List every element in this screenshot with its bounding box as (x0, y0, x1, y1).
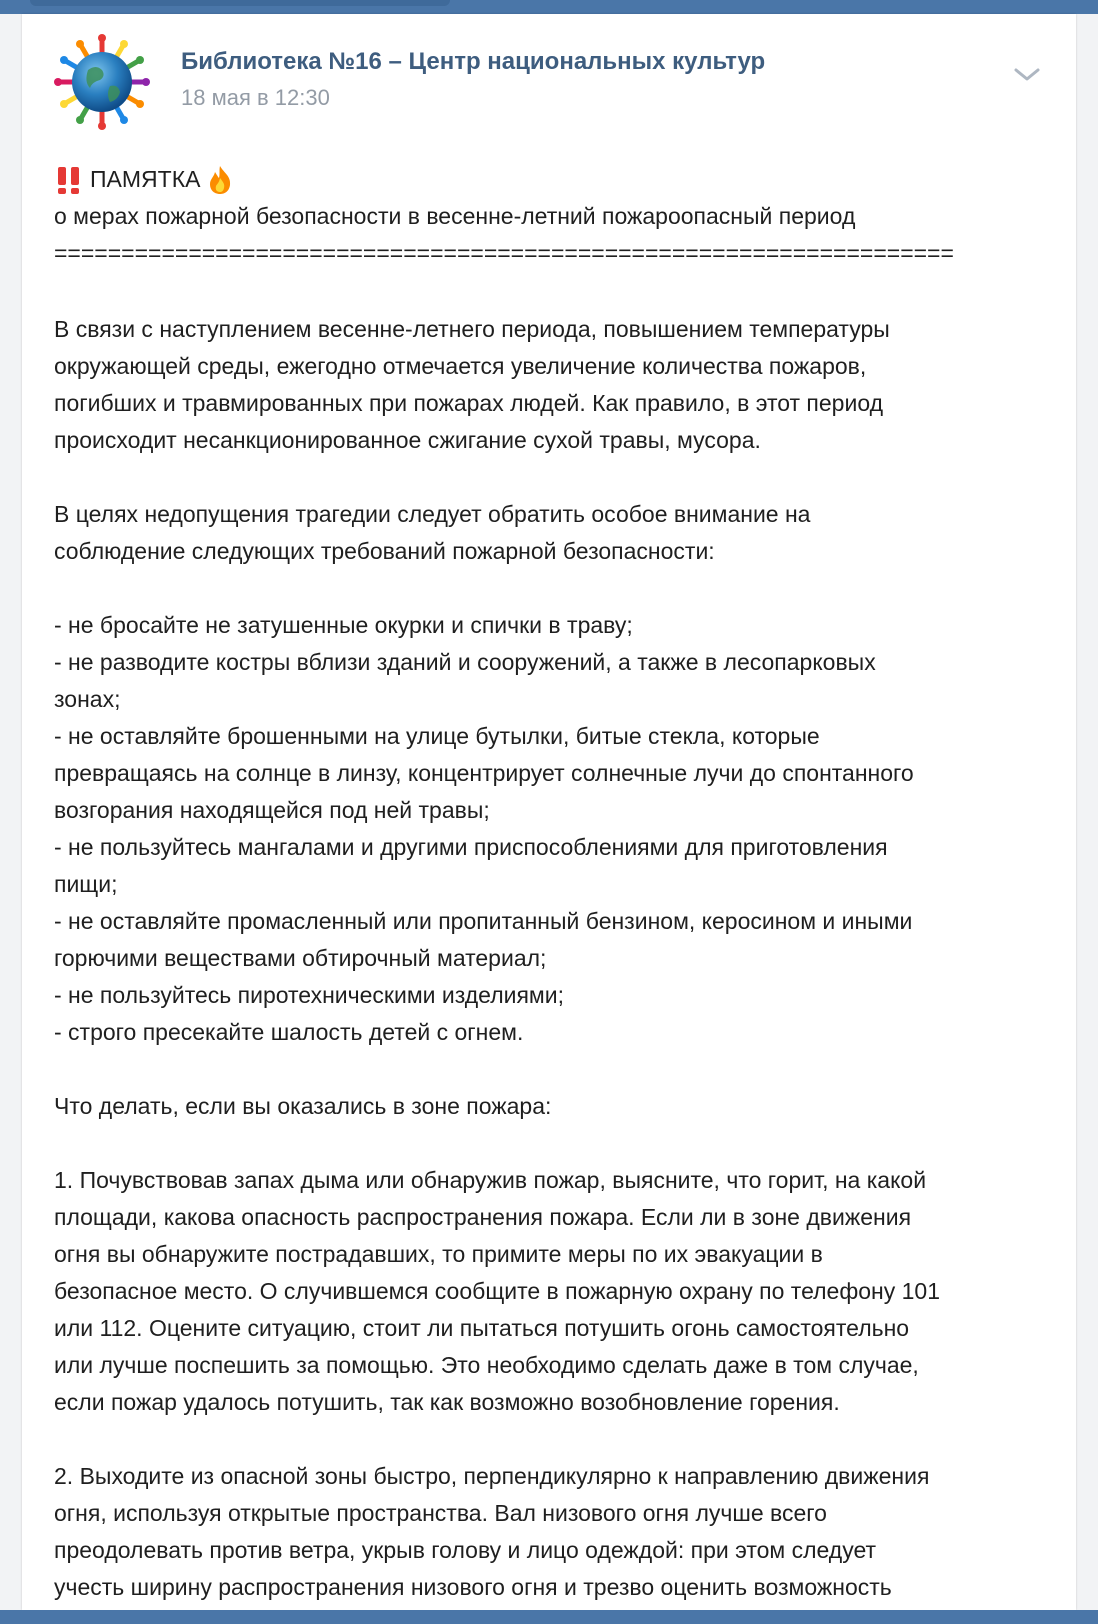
rule-line: горючими веществами обтирочный материал; (54, 945, 547, 971)
intro-line: происходит несанкционированное сжигание сухой травы, мусора. (54, 427, 761, 453)
fire-icon (206, 165, 234, 195)
globe-children-avatar[interactable] (54, 34, 150, 130)
rule-line: - строго пресекайте шалость детей с огнем. (54, 1019, 524, 1045)
attention-line: соблюдение следующих требований пожарной безопасности: (54, 538, 715, 564)
post-author[interactable]: Библиотека №16 – Центр национальных культур (181, 48, 766, 75)
step2-line: огня, используя открытые пространства. Вал низового огня лучше всего (54, 1500, 827, 1526)
step1-line: или лучше поспешить за помощью. Это необходимо сделать даже в том случае, (54, 1352, 919, 1378)
post-title: ПАМЯТКА (90, 166, 201, 192)
step2-line: учесть ширину распространения низового огня и трезво оценить возможность (54, 1574, 892, 1600)
step1-line: безопасное место. О случившемся сообщите в пожарную охрану по телефону 101 (54, 1278, 940, 1304)
rule-line: - не бросайте не затушенные окурки и спички в траву; (54, 612, 633, 638)
step1-line: или 112. Оцените ситуацию, стоит ли пытаться потушить огонь самостоятельно (54, 1315, 910, 1341)
rule-line: - не пользуйтесь пиротехническими изделиями; (54, 982, 564, 1008)
separator-line: =================================================================== (54, 240, 954, 266)
rule-line: пищи; (54, 871, 118, 897)
bottom-app-bar (0, 1610, 1098, 1624)
question-line: Что делать, если вы оказались в зоне пожара: (54, 1093, 552, 1119)
intro-line: окружающей среды, ежегодно отмечается увеличение количества пожаров, (54, 353, 867, 379)
double-exclamation-icon (54, 165, 84, 195)
post-subtitle: о мерах пожарной безопасности в весенне-летний пожароопасный период (54, 203, 856, 229)
step1-line: 1. Почувствовав запах дыма или обнаружив пожар, выясните, что горит, на какой (54, 1167, 927, 1193)
rule-line: зонах; (54, 686, 121, 712)
top-bar-tab (30, 0, 450, 6)
post-header (22, 14, 1076, 134)
rule-line: - не разводите костры вблизи зданий и сооружений, а также в лесопарковых (54, 649, 876, 675)
rule-line: - не оставляйте промасленный или пропитанный бензином, керосином и иными (54, 908, 913, 934)
post-card (22, 14, 1076, 1610)
intro-line: В связи с наступлением весенне-летнего периода, повышением температуры (54, 316, 890, 342)
intro-line: погибших и травмированных при пожарах людей. Как правило, в этот период (54, 390, 884, 416)
post-text (54, 161, 1054, 1606)
rule-line: - не пользуйтесь мангалами и другими приспособлениями для приготовления (54, 834, 888, 860)
post-date[interactable]: 18 мая в 12:30 (181, 85, 330, 110)
rule-line: превращаясь на солнце в линзу, концентрирует солнечные лучи до спонтанного (54, 760, 914, 786)
step1-line: огня вы обнаружите пострадавших, то примите меры по их эвакуации в (54, 1241, 823, 1267)
step2-line: преодолевать против ветра, укрыв голову и лицо одеждой: при этом следует (54, 1537, 877, 1563)
step1-line: площади, какова опасность распространения пожара. Если ли в зоне движения (54, 1204, 912, 1230)
post-title-line (54, 161, 1054, 198)
rule-line: - не оставляйте брошенными на улице бутылки, битые стекла, которые (54, 723, 820, 749)
step1-line: если пожар удалось потушить, так как возможно возобновление горения. (54, 1389, 840, 1415)
chevron-down-icon[interactable] (1012, 64, 1042, 84)
rule-line: возгорания находящейся под ней травы; (54, 797, 490, 823)
top-app-bar (0, 0, 1098, 14)
step2-line: 2. Выходите из опасной зоны быстро, перпендикулярно к направлению движения (54, 1463, 930, 1489)
attention-line: В целях недопущения трагедии следует обратить особое внимание на (54, 501, 811, 527)
